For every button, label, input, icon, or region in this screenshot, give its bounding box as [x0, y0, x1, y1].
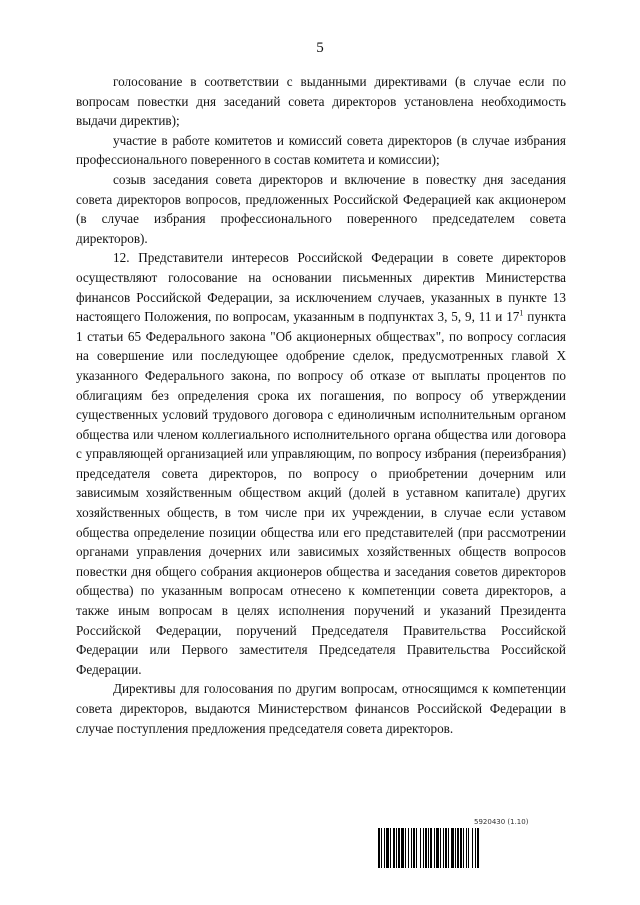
paragraph-12	[76, 248, 566, 679]
paragraph: созыв заседания совета директоров и включение в повестку дня заседания совета директоров вопросов, предложенных Российской Федерацией как акционером (в случае избрания профессионального поверенного председателем совета директоров).	[76, 171, 566, 246]
superscript: 1	[519, 308, 524, 318]
page-number: 5	[316, 40, 324, 56]
document-body	[76, 72, 566, 738]
paragraph-12-text-end: пункта 1 статьи 65 Федерального закона "Об акционерных обществах", по вопросу согласия на совершение или последующее одобрение сделок, предусмотренных главой X указанного Федерального закона, по вопросу об отказе от выплаты процентов по облигациям без определения срока их погашения, по вопросу об утверждении существенных условий трудового договора с единоличным исполнительным органом общества или членом коллегиального исполнительного органа общества или договора с управляющей организацией или управляющим, по вопросу избрания (переизбрания) председателя совета директоров, по вопросу о приобретении дочерним или зависимым хозяйственным обществом акций (долей в уставном капитале) других хозяйственных обществ, в том числе при их учреждении, в случае если уставом общества определение позиции общества или его представителей (при рассмотрении органами управления дочерних или зависимых хозяйственных обществ вопросов повестки дня общего собрания акционеров общества и заседания советов директоров общества) по указанным вопросам отнесено к компетенции совета директоров, а также иным вопросам в целях исполнения поручений и указаний Президента Российской Федерации, поручений Председателя Правительства Российской Федерации или Первого заместителя Председателя Правительства Российской Федерации.	[76, 309, 566, 677]
barcode-area	[378, 818, 573, 878]
paragraph-final: Директивы для голосования по другим вопросам, относящимся к компетенции совета директоров, выдаются Министерством финансов Российской Федерации в случае поступления предложения председателя совета директоров.	[76, 681, 566, 736]
barcode	[378, 828, 573, 868]
paragraph-12-text-start: 12. Представители интересов Российской Федерации в совете директоров осуществляют голосование на основании письменных директив Министерства финансов Российской Федерации, за исключением случаев, указанных в пункте 13 настоящего Положения, по вопросам, указанным в подпунктах 3, 5, 9, 11 и 17	[76, 250, 566, 325]
barcode-stripe	[479, 828, 480, 868]
paragraph: участие в работе комитетов и комиссий совета директоров (в случае избрания профессионального поверенного в состав комитета и комиссии);	[76, 132, 566, 168]
barcode-label: 5920430 (1.10)	[474, 818, 529, 826]
paragraph: голосование в соответствии с выданными директивами (в случае если по вопросам повестки дня заседаний совета директоров установлена необходимость выдачи директив);	[76, 74, 566, 129]
